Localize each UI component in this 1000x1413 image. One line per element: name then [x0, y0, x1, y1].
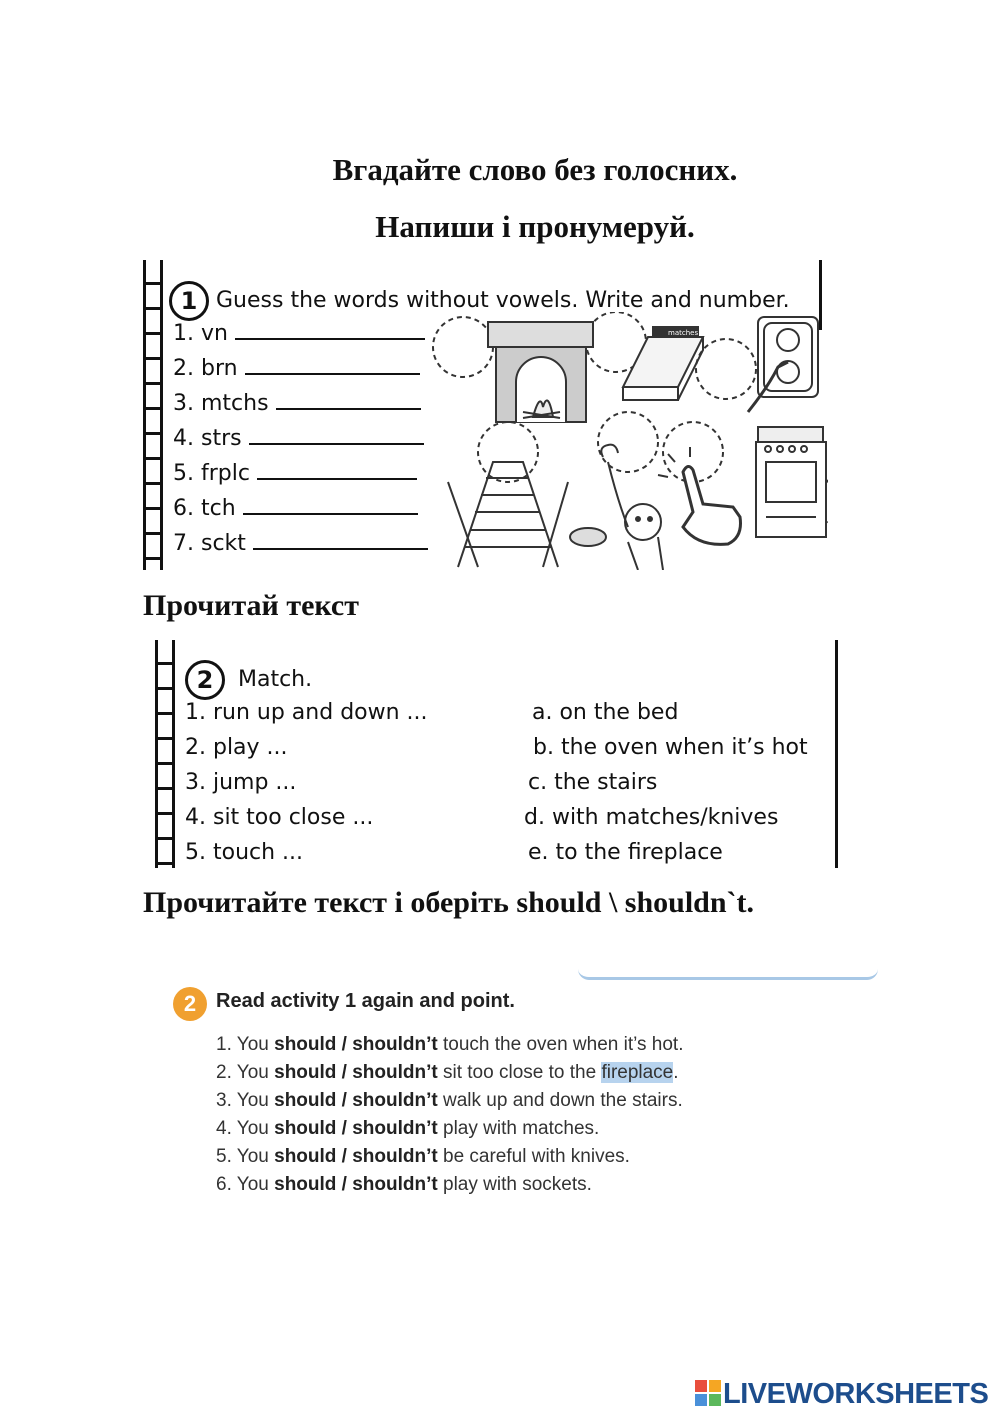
- sentence-row: 6. You should / shouldn’t play with sockets.: [216, 1174, 592, 1195]
- sentence-row: 2. You should / shouldn’t sit too close to the fireplace.: [216, 1062, 679, 1083]
- exercise-1-number: 1: [169, 281, 209, 321]
- answer-blank[interactable]: [276, 390, 421, 410]
- exercise-2-panel: [155, 640, 840, 868]
- hand-icon: [658, 447, 741, 544]
- match-right-item[interactable]: d. with matches/knives: [524, 805, 779, 830]
- word-item: 1. vn: [173, 320, 425, 346]
- sentence-row: 1. You should / shouldn’t touch the oven when it’s hot.: [216, 1034, 684, 1055]
- answer-blank[interactable]: [257, 460, 417, 480]
- logo-mark-icon: [695, 1380, 721, 1406]
- title-line-1: Вгадайте слово без голосних.: [332, 152, 738, 187]
- should-choice[interactable]: should / shouldn’t: [274, 1174, 438, 1195]
- decorative-bar: [578, 969, 878, 980]
- answer-blank[interactable]: [235, 320, 425, 340]
- child-icon: [570, 445, 663, 570]
- should-choice[interactable]: should / shouldn’t: [274, 1062, 438, 1083]
- word-item: 6. tch: [173, 495, 418, 521]
- answer-blank[interactable]: [253, 530, 428, 550]
- exercise-3-title: Read activity 1 again and point.: [216, 990, 515, 1012]
- liveworksheets-logo: [695, 1378, 988, 1411]
- heading-choose: Прочитайте текст і оберіть should \ shouldn`t.: [143, 886, 755, 919]
- should-choice[interactable]: should / shouldn’t: [274, 1146, 438, 1167]
- matches-icon: [623, 327, 703, 400]
- highlighted-word: fireplace: [601, 1062, 674, 1083]
- title-line-2: Напиши і пронумеруй.: [375, 209, 695, 244]
- heading-read-text: Прочитай текст: [143, 589, 359, 622]
- brand-text: LIVEWORKSHEETS: [723, 1378, 989, 1410]
- exercise-2-header: [185, 660, 312, 700]
- word-item: 5. frplc: [173, 460, 417, 486]
- match-left-item[interactable]: 1. run up and down ...: [185, 700, 428, 725]
- fireplace-icon: [488, 322, 593, 422]
- exercise-3-number: 2: [173, 987, 207, 1021]
- ladder-border: [143, 260, 163, 570]
- sentence-row: 5. You should / shouldn’t be careful with knives.: [216, 1146, 630, 1167]
- match-left-item[interactable]: 3. jump ...: [185, 770, 297, 795]
- match-right-item[interactable]: b. the oven when it’s hot: [533, 735, 808, 760]
- answer-circle: [598, 412, 658, 472]
- should-choice[interactable]: should / shouldn’t: [274, 1090, 438, 1111]
- panel-right-border: [835, 640, 838, 868]
- match-right-item[interactable]: e. to the fireplace: [528, 840, 723, 865]
- word-item: 4. strs: [173, 425, 424, 451]
- stairs-icon: [448, 462, 568, 567]
- exercise-1-instruction: Guess the words without vowels. Write and number.: [216, 288, 790, 313]
- word-item: 3. mtchs: [173, 390, 421, 416]
- match-left-item[interactable]: 5. touch ...: [185, 840, 304, 865]
- exercise-2-number: 2: [185, 660, 225, 700]
- match-right-item[interactable]: c. the stairs: [528, 770, 658, 795]
- ladder-border: [155, 640, 175, 868]
- answer-blank[interactable]: [243, 495, 418, 515]
- oven-icon: [756, 427, 826, 537]
- answer-circle: [478, 422, 538, 482]
- word-item: 2. brn: [173, 355, 420, 381]
- exercise-2-instruction: Match.: [238, 667, 313, 692]
- match-left-item[interactable]: 4. sit too close ...: [185, 805, 374, 830]
- exercise-1-panel: [143, 260, 828, 570]
- should-choice[interactable]: should / shouldn’t: [274, 1118, 438, 1139]
- should-choice[interactable]: should / shouldn’t: [274, 1034, 438, 1055]
- socket-icon: [748, 317, 818, 412]
- answer-blank[interactable]: [249, 425, 424, 445]
- svg-text:matches: matches: [668, 329, 699, 337]
- sentence-row: 4. You should / shouldn’t play with matches.: [216, 1118, 600, 1139]
- answer-circle: [696, 339, 756, 399]
- match-left-item[interactable]: 2. play ...: [185, 735, 288, 760]
- answer-circle: [433, 317, 493, 377]
- answer-blank[interactable]: [245, 355, 420, 375]
- sentence-row: 3. You should / shouldn’t walk up and down the stairs.: [216, 1090, 683, 1111]
- word-item: 7. sckt: [173, 530, 428, 556]
- match-right-item[interactable]: a. on the bed: [532, 700, 679, 725]
- illustrations: [428, 312, 828, 570]
